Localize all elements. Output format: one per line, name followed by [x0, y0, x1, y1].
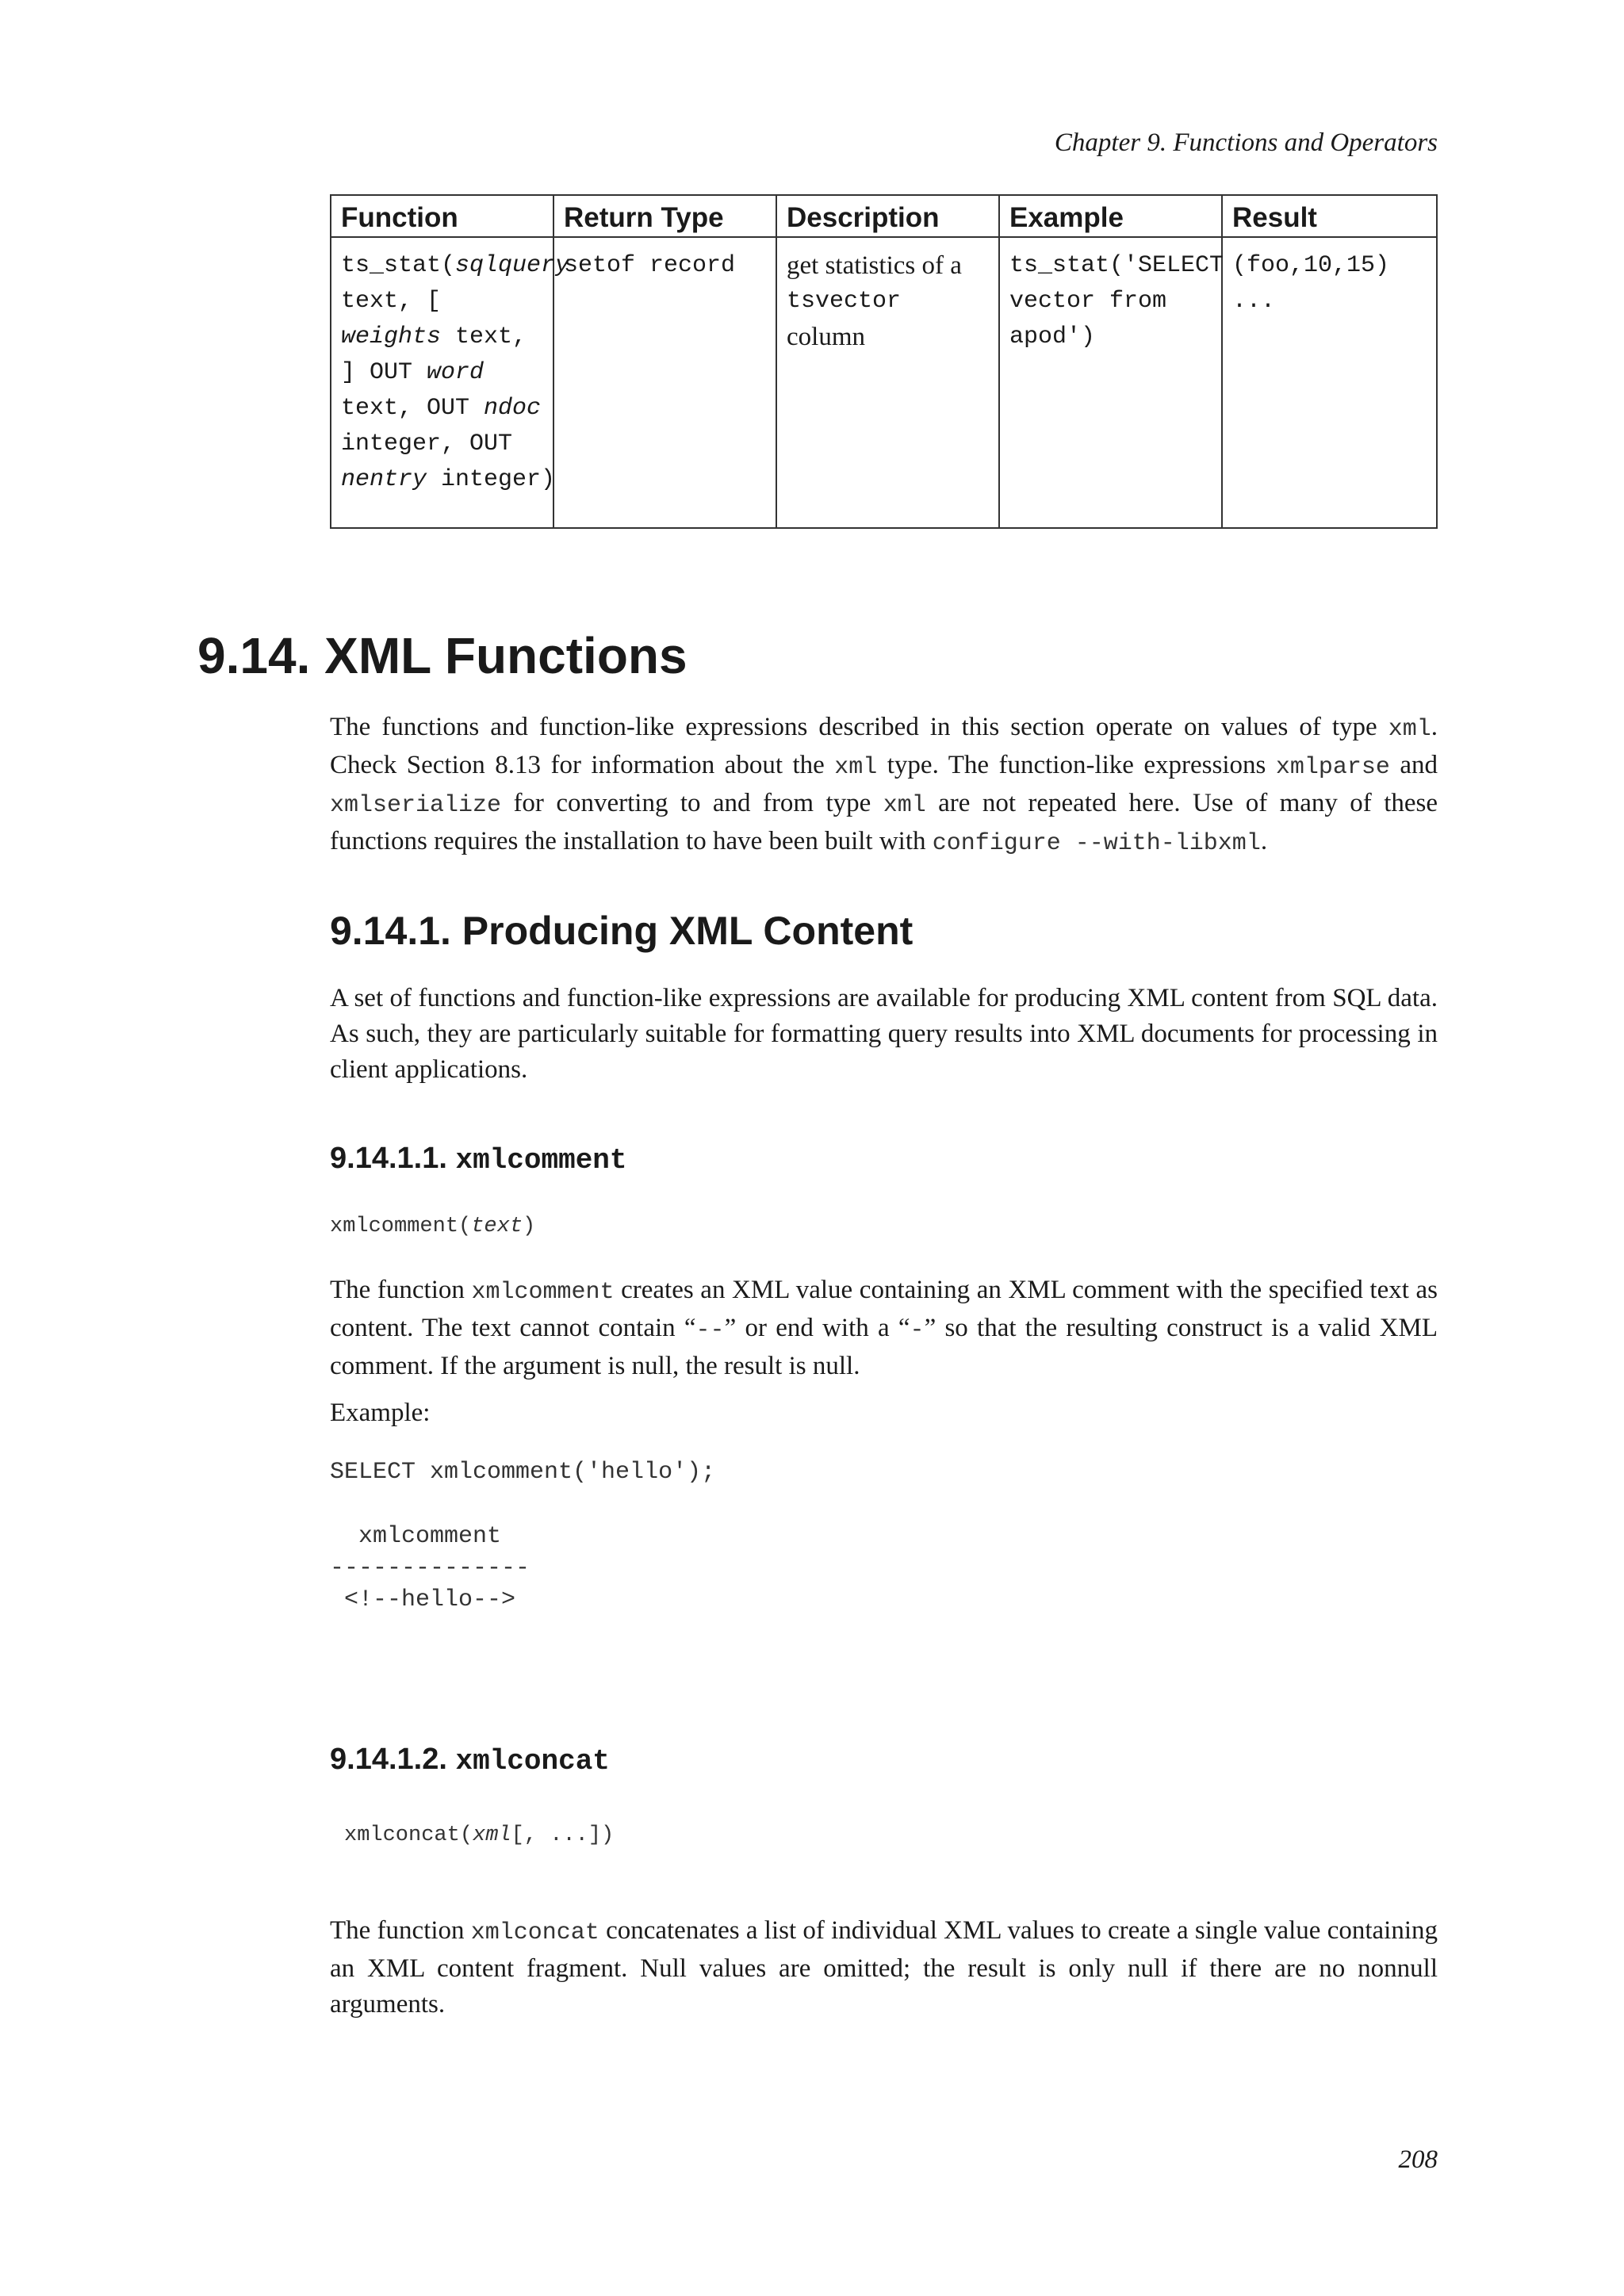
table-header-function: Function [341, 202, 458, 233]
xmlconcat-description: The function xmlconcat concatenates a list of individual XML values to create a single value containing an XML content fragment. Null values are omitted; the result is only null if there are no nonnull arguments. [330, 1916, 1438, 2019]
xmlcomment-description: The function xmlcomment creates an XML value containing an XML comment with the specified text as content. The text cannot contain “--” or end with a “-” so that the resulting construct is a valid XML comment. If the argument is null, the result is null. [330, 1276, 1438, 1380]
example-code-line-4: -------------- [330, 1555, 530, 1582]
table-column-function [331, 196, 570, 527]
example-code-line-3: xmlcomment [330, 1523, 502, 1550]
section-intro: The functions and function-like expressions described in this section operate on values of type xml. Check Section 8.13 for information about the xml type. The function-like expressions xmlparse and xmlserialize for converting to and from type xml are not repeated here. Use of many of these functions requires the installation to have been built with configure --with-libxml. [330, 713, 1438, 857]
table-column-example [1000, 196, 1223, 527]
xmlcomment-synopsis: xmlcomment(text) [330, 1215, 536, 1238]
example-code-line-1: SELECT xmlcomment('hello'); [330, 1459, 716, 1486]
xmlconcat-synopsis: xmlconcat(xml[, ...]) [344, 1823, 615, 1847]
section-title: 9.14. XML Functions [197, 627, 688, 684]
table-header-example: Example [1009, 202, 1124, 233]
subsection-text: A set of functions and function-like expressions are available for producing XML content from SQL data. As such, they are particularly suitable for formatting query results into XML documents for processing in client applications. [330, 984, 1438, 1084]
table-cell-result: (foo,10,15) ... [1232, 252, 1390, 315]
table-cell-description: get statistics of a tsvector column [787, 251, 962, 351]
xmlconcat-heading: 9.14.1.2. xmlconcat [330, 1743, 610, 1777]
table-cell-return-type: setof record [564, 252, 736, 279]
table-header-description: Description [787, 202, 940, 233]
table-cell-function: ts_stat(sqlquery text, [ weights text, ] OUT word text, OUT ndoc integer, OUT nentry integer) [341, 252, 570, 493]
xmlcomment-heading: 9.14.1.1. xmlcomment [330, 1142, 627, 1177]
page-number: 208 [1398, 2145, 1438, 2174]
table-column-result [1223, 196, 1436, 527]
function-table [330, 194, 1438, 529]
table-header-return-type: Return Type [564, 202, 724, 233]
subsection-title: 9.14.1. Producing XML Content [330, 909, 914, 953]
table-column-return-type [554, 196, 777, 527]
table-header-result: Result [1232, 202, 1317, 233]
table-column-description [777, 196, 1000, 527]
example-code-line-5: <!--hello--> [330, 1586, 516, 1613]
table-cell-example: ts_stat('SELECT vector from apod') [1009, 252, 1224, 350]
example-label: Example: [330, 1399, 431, 1427]
running-head: Chapter 9. Functions and Operators [1054, 128, 1438, 157]
